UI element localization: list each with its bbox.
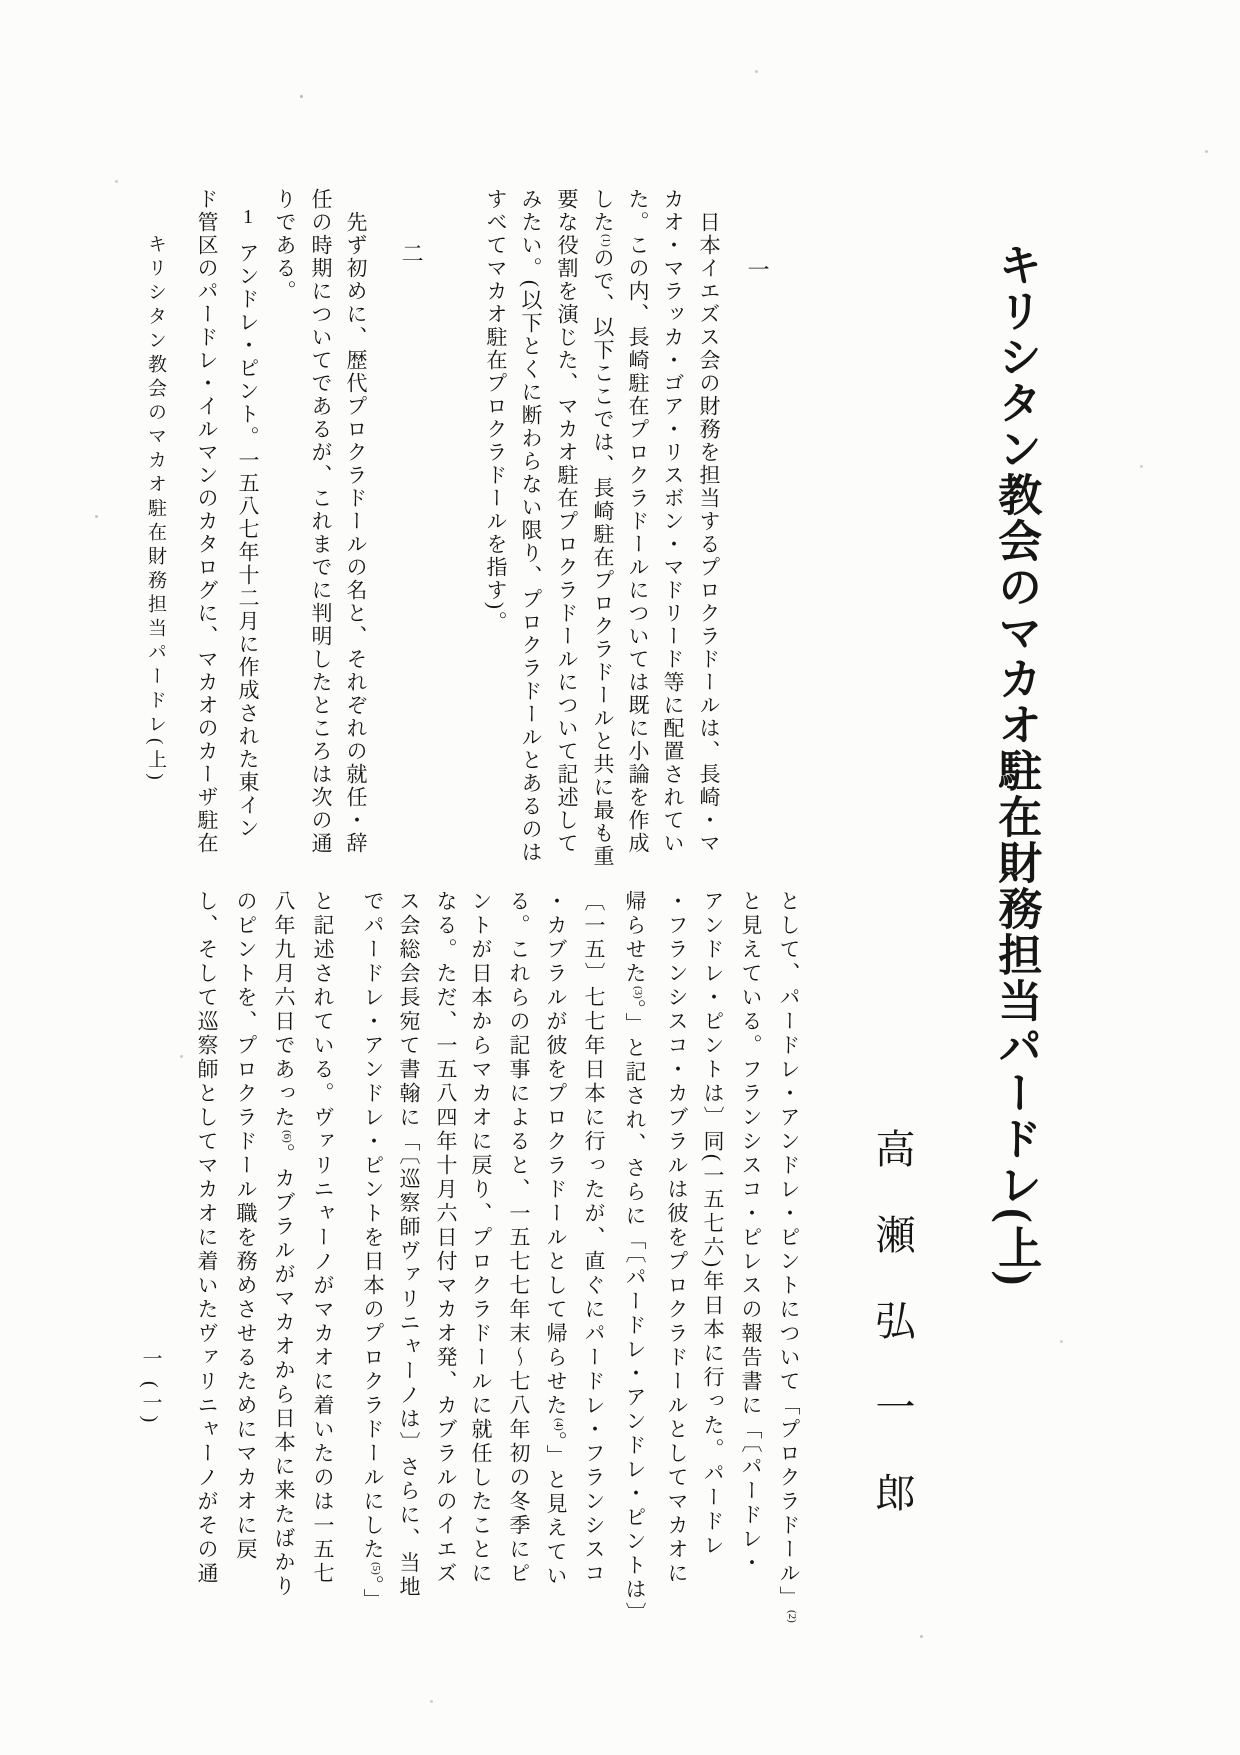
article-title: キリシタン教会のマカオ駐在財務担当パードレ(上) (991, 242, 1041, 1288)
numbered-item-column (237, 206, 259, 840)
text-column: みたい。(以下とくに断わらない限り、プロクラドールとあるのは (519, 188, 544, 864)
item-text: アンドレ・ピント。一五八七年十二月に作成された東イン (236, 242, 261, 840)
text-column: 八年九月六日であった(6)。カブラルがマカオから日本に来たばかり (272, 890, 297, 1599)
scan-noise (300, 95, 303, 98)
text-column: ・フランシスコ・カブラルは彼をプロクラドールとしてマカオに (665, 890, 690, 1586)
text-column: でパードレ・アンドレ・ピントを日本のプロクラドールにした(5)。」 (361, 890, 386, 1613)
text-column: ントが日本からマカオに戻り、プロクラドールに就任したことに (469, 890, 494, 1586)
text-column: と記述されている。ヴァリニャーノがマカオに着いたのは一五七 (311, 890, 336, 1586)
text-column: る。これらの記事によると、一五七七年末〜七八年初の冬季にピ (507, 890, 532, 1586)
text-column: た。この内、長崎駐在プロクラドールについては既に小論を作成 (626, 188, 651, 855)
text-column: なる。ただ、一五八四年十月六日付マカオ発、カブラルのイエズ (434, 890, 459, 1586)
text-column: と見えている。フランシスコ・ピレスの報告書に「〔パードレ・ (739, 890, 764, 1576)
section-two-heading: 二 (399, 242, 425, 266)
item-number: 1 (237, 206, 260, 230)
running-title: キリシタン教会のマカオ駐在財務担当パードレ(上) (144, 234, 166, 785)
text-column: のピントを、プロクラドール職を務めさせるためにマカオに戻 (234, 890, 259, 1562)
text-column: アンドレ・ピントは〕同(一五七六)年日本に行った。パードレ (701, 890, 726, 1558)
text-column: 任の時期についてであるが、これまでに判明したところは次の通 (309, 188, 334, 855)
footnote-marker: (2) (786, 1610, 799, 1623)
author-name: 高瀬弘一郎 (870, 1128, 915, 1558)
text-column: りである。 (273, 188, 298, 303)
page-number: 一 (一) (139, 1348, 161, 1427)
text-column: として、パードレ・アンドレ・ピントについて「プロクラドール」(2) (777, 890, 802, 1623)
text-column: ス会総会長宛て書翰に「〔巡察師ヴァリニャーノは〕さらに、当地 (397, 890, 422, 1600)
text-column: 要な役割を演じた、マカオ駐在プロクラドールについて記述して (555, 188, 580, 855)
text-column: 〔一五〕七七年日本に行ったが、直ぐにパードレ・フランシスコ (582, 890, 607, 1586)
text-column: 先ず初めに、歴代プロクラドールの名と、それぞれの就任・辞 (344, 211, 369, 855)
text-column: した(1)ので、以下ここでは、長崎駐在プロクラドールと共に最も重 (591, 188, 616, 868)
footnote-marker: (6) (281, 1130, 294, 1143)
text-column: し、そして巡察師としてマカオに着いたヴァリニャーノがその通 (195, 890, 220, 1586)
footnote-marker: (3) (632, 986, 645, 999)
text-column: 帰らせた(3)。」と記され、さらに「〔パードレ・アンドレ・ピントは〕 (623, 890, 648, 1626)
footnote-marker: (1) (600, 234, 613, 247)
text-column: 日本イエズス会の財務を担当するプロクラドールは、長崎・マ (697, 211, 722, 855)
text-column: ・カブラルが彼をプロクラドールとして帰らせた(4)。」と見えてい (544, 890, 569, 1589)
text-column: ド管区のパードレ・イルマンのカタログに、マカオのカーザ駐在 (195, 188, 220, 855)
footnote-marker: (5) (370, 1562, 383, 1575)
text-column: すべてマカオ駐在プロクラドールを指す)。 (484, 188, 509, 634)
text-column: カオ・マラッカ・ゴア・リスボン・マドリード等に配置されてい (661, 188, 686, 855)
footnote-marker: (4) (553, 1418, 566, 1431)
section-one-heading: 一 (745, 258, 771, 282)
